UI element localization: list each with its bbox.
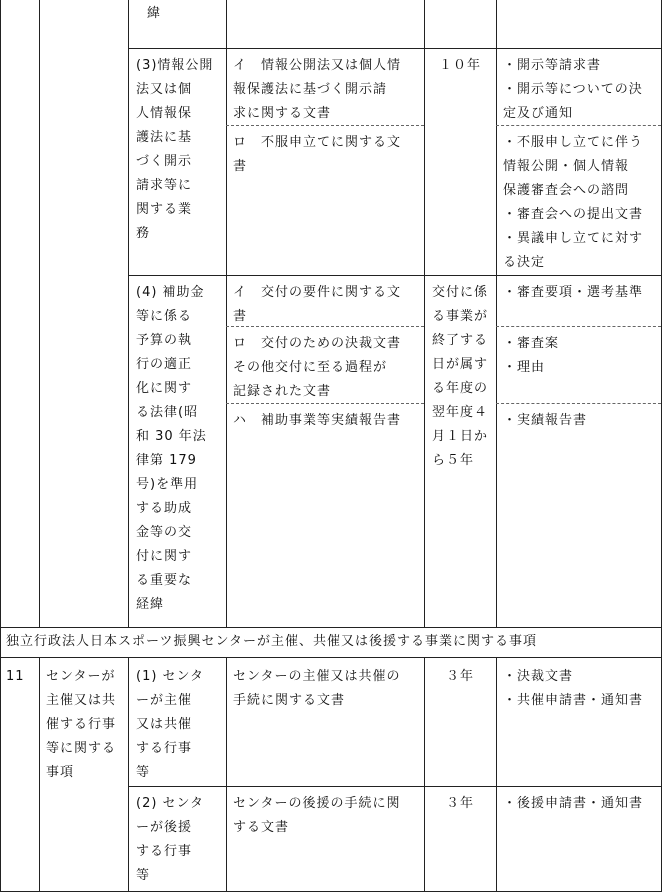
row-divider bbox=[128, 275, 661, 276]
item-4-examples-ha: ・実績報告書 bbox=[503, 413, 588, 428]
column-divider bbox=[39, 657, 40, 892]
item-3-examples-ro: ・不服申し立てに伴う 情報公開・個人情報 保護審査会への諮問 ・審査会への提出文書 ・異議申し立てに対す る決定 bbox=[503, 135, 644, 270]
column-divider bbox=[128, 657, 129, 892]
section-heading: 独立行政法人日本スポーツ振興センターが主催、共催又は後援する事業に関する事項 bbox=[6, 634, 537, 649]
column-divider bbox=[496, 657, 497, 892]
item-11-1-retention-period: ３年 bbox=[445, 669, 474, 684]
item-4-retention-period: 交付に係 る事業が 終了する 日が属す る年度の 翌年度４ 月１日か ら５年 bbox=[432, 285, 489, 468]
column-divider bbox=[424, 657, 425, 892]
table-border-left bbox=[0, 0, 1, 892]
item-3-examples-i: ・開示等請求書 ・開示等についての決 定及び通知 bbox=[503, 58, 643, 121]
item-continued-text: 緯 bbox=[147, 6, 162, 21]
item-11-1-document: センターの主催又は共催の 手続に関する文書 bbox=[233, 669, 401, 708]
item-11-1-examples: ・決裁文書 ・共催申請書・通知書 bbox=[503, 669, 644, 708]
item-4-label: (4) 補助金 等に係る 予算の執 行の適正 化に関す る法律(昭 和 30 年法 律第 179 号)を準用 する助成 金等の交 付に関す る重要な 経緯 bbox=[136, 285, 207, 612]
item-3-document-ro: ロ 不服申立てに関する文 書 bbox=[233, 135, 402, 174]
item-11-2-label: (2) センタ ーが後援 する行事 等 bbox=[136, 796, 205, 883]
row-11-category: センターが 主催又は共 催する行事 等に関する 事項 bbox=[46, 669, 117, 780]
column-divider bbox=[496, 0, 497, 627]
item-11-1-label: (1) センタ ーが主催 又は共催 する行事 等 bbox=[136, 669, 205, 780]
item-4-examples-i: ・審査要項・選考基準 bbox=[503, 285, 644, 300]
item-11-2-document: センターの後援の手続に関 する文書 bbox=[233, 796, 401, 835]
item-4-document-ha: ハ 補助事業等実績報告書 bbox=[233, 413, 402, 428]
item-4-document-i: イ 交付の要件に関する文 書 bbox=[233, 285, 402, 324]
item-11-2-examples: ・後援申請書・通知書 bbox=[503, 796, 644, 811]
column-divider bbox=[39, 0, 40, 627]
column-divider bbox=[424, 0, 425, 627]
column-divider bbox=[226, 657, 227, 892]
dashed-subdivider bbox=[496, 326, 661, 327]
row-11-number: 11 bbox=[6, 669, 25, 684]
item-3-document-i: イ 情報公開法又は個人情 報保護法に基づく開示請 求に関する文書 bbox=[233, 58, 402, 121]
item-4-document-ro: ロ 交付のための決裁文書 その他交付に至る過程が 記録された文書 bbox=[233, 336, 402, 399]
column-divider bbox=[128, 0, 129, 627]
row-divider bbox=[128, 48, 661, 49]
item-3-retention-period: １０年 bbox=[438, 58, 481, 73]
row-divider bbox=[0, 657, 662, 658]
item-11-2-retention-period: ３年 bbox=[445, 796, 474, 811]
row-divider bbox=[0, 627, 662, 628]
dashed-subdivider bbox=[496, 403, 661, 404]
item-3-label: (3)情報公開 法又は個 人情報保 護法に基 づく開示 請求等に 関する業 務 bbox=[136, 58, 214, 241]
row-divider bbox=[128, 786, 661, 787]
item-4-examples-ro: ・審査案 ・理由 bbox=[503, 336, 560, 375]
column-divider bbox=[226, 0, 227, 627]
